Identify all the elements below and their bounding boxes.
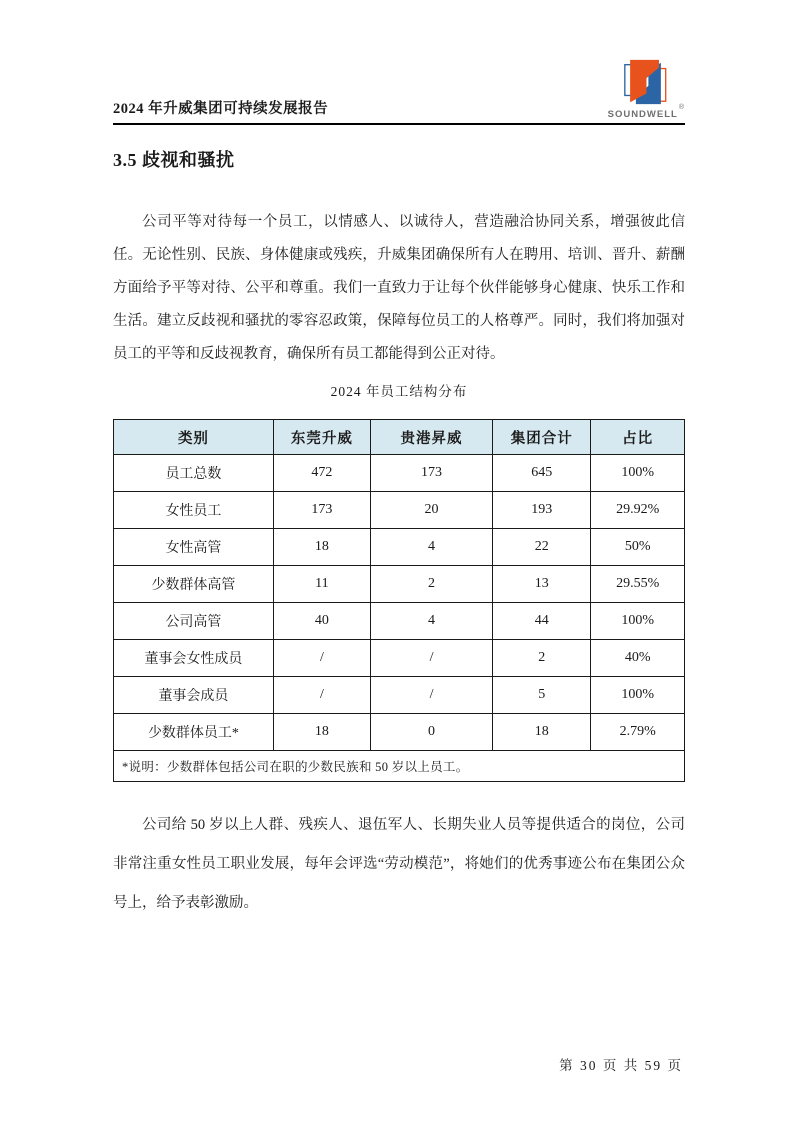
table-cell: 40: [273, 603, 370, 640]
report-title: 2024 年升威集团可持续发展报告: [113, 101, 329, 117]
table-cell: 40%: [591, 640, 685, 677]
table-row: [114, 455, 685, 492]
table-cell: 0: [370, 714, 492, 751]
table-cell: 44: [493, 603, 591, 640]
table-cell: 4: [370, 603, 492, 640]
table-cell: 472: [273, 455, 370, 492]
table-cell: 2: [493, 640, 591, 677]
col-header-dongguan: 东莞升威: [273, 420, 370, 455]
registered-trademark-icon: ®: [678, 104, 684, 111]
table-cell: 18: [493, 714, 591, 751]
col-header-guigang: 贵港昇威: [370, 420, 492, 455]
table-cell: /: [273, 640, 370, 677]
logo-caption: [607, 104, 684, 120]
table-cell: 2: [370, 566, 492, 603]
table-cell: 11: [273, 566, 370, 603]
table-cell: 13: [493, 566, 591, 603]
paragraph-equality: 公司平等对待每一个员工，以情感人、以诚待人，营造融洽协同关系，增强彼此信任。无论性别、民族、身体健康或残疾，升威集团确保所有人在聘用、培训、晋升、薪酬方面给予平等对待、公平和尊重。我们一直致力于让每个伙伴能够身心健康、快乐工作和生活。建立反歧视和骚扰的零容忍政策，保障每位员工的人格尊严。同时，我们将加强对员工的平等和反歧视教育，确保所有员工都能得到公正对待。: [113, 214, 685, 362]
table-row: [114, 640, 685, 677]
table-row: [114, 529, 685, 566]
table-cell: 50%: [591, 529, 685, 566]
table-cell: 20: [370, 492, 492, 529]
table-row: [114, 714, 685, 751]
soundwell-logo-icon: [622, 57, 669, 107]
table-cell: 女性员工: [114, 492, 274, 529]
table-cell: 29.92%: [591, 492, 685, 529]
table-row: [114, 566, 685, 603]
col-header-category: 类别: [114, 420, 274, 455]
table-cell: 4: [370, 529, 492, 566]
col-header-ratio: 占比: [591, 420, 685, 455]
table-cell: 100%: [591, 677, 685, 714]
table-cell: /: [370, 640, 492, 677]
table-cell: 少数群体高管: [114, 566, 274, 603]
col-header-group-total: 集团合计: [493, 420, 591, 455]
table-cell: /: [273, 677, 370, 714]
paragraph-inclusion: 公司给 50 岁以上人群、残疾人、退伍军人、长期失业人员等提供适合的岗位，公司非常注重女性员工职业发展，每年会评选“劳动模范”，将她们的优秀事迹公布在集团公众号上，给予表彰激励。: [113, 817, 685, 911]
table-cell: 173: [273, 492, 370, 529]
table-cell: 193: [493, 492, 591, 529]
table-cell: 公司高管: [114, 603, 274, 640]
table-cell: 2.79%: [591, 714, 685, 751]
table-cell: 董事会女性成员: [114, 640, 274, 677]
table-note: *说明：少数群体包括公司在职的少数民族和 50 岁以上员工。: [114, 751, 685, 782]
table-caption: 2024 年员工结构分布: [330, 384, 468, 399]
table-row: [114, 492, 685, 529]
logo-text: SOUNDWELL: [607, 109, 678, 120]
table-cell: 173: [370, 455, 492, 492]
table-row: [114, 603, 685, 640]
table-row: [114, 677, 685, 714]
table-cell: 董事会成员: [114, 677, 274, 714]
table-cell: 100%: [591, 603, 685, 640]
table-note-row: [114, 751, 685, 782]
table-cell: /: [370, 677, 492, 714]
table-cell: 18: [273, 529, 370, 566]
table-cell: 29.55%: [591, 566, 685, 603]
company-logo: [608, 57, 683, 120]
table-cell: 女性高管: [114, 529, 274, 566]
page-header: [113, 57, 685, 125]
table-cell: 645: [493, 455, 591, 492]
table-cell: 100%: [591, 455, 685, 492]
table-header-row: [114, 420, 685, 455]
table-cell: 5: [493, 677, 591, 714]
page-number: 第 30 页 共 59 页: [559, 1058, 683, 1073]
table-cell: 少数群体员工*: [114, 714, 274, 751]
section-title: 3.5 歧视和骚扰: [113, 150, 235, 170]
employee-structure-table: [113, 419, 685, 782]
table-cell: 22: [493, 529, 591, 566]
table-cell: 18: [273, 714, 370, 751]
table-cell: 员工总数: [114, 455, 274, 492]
